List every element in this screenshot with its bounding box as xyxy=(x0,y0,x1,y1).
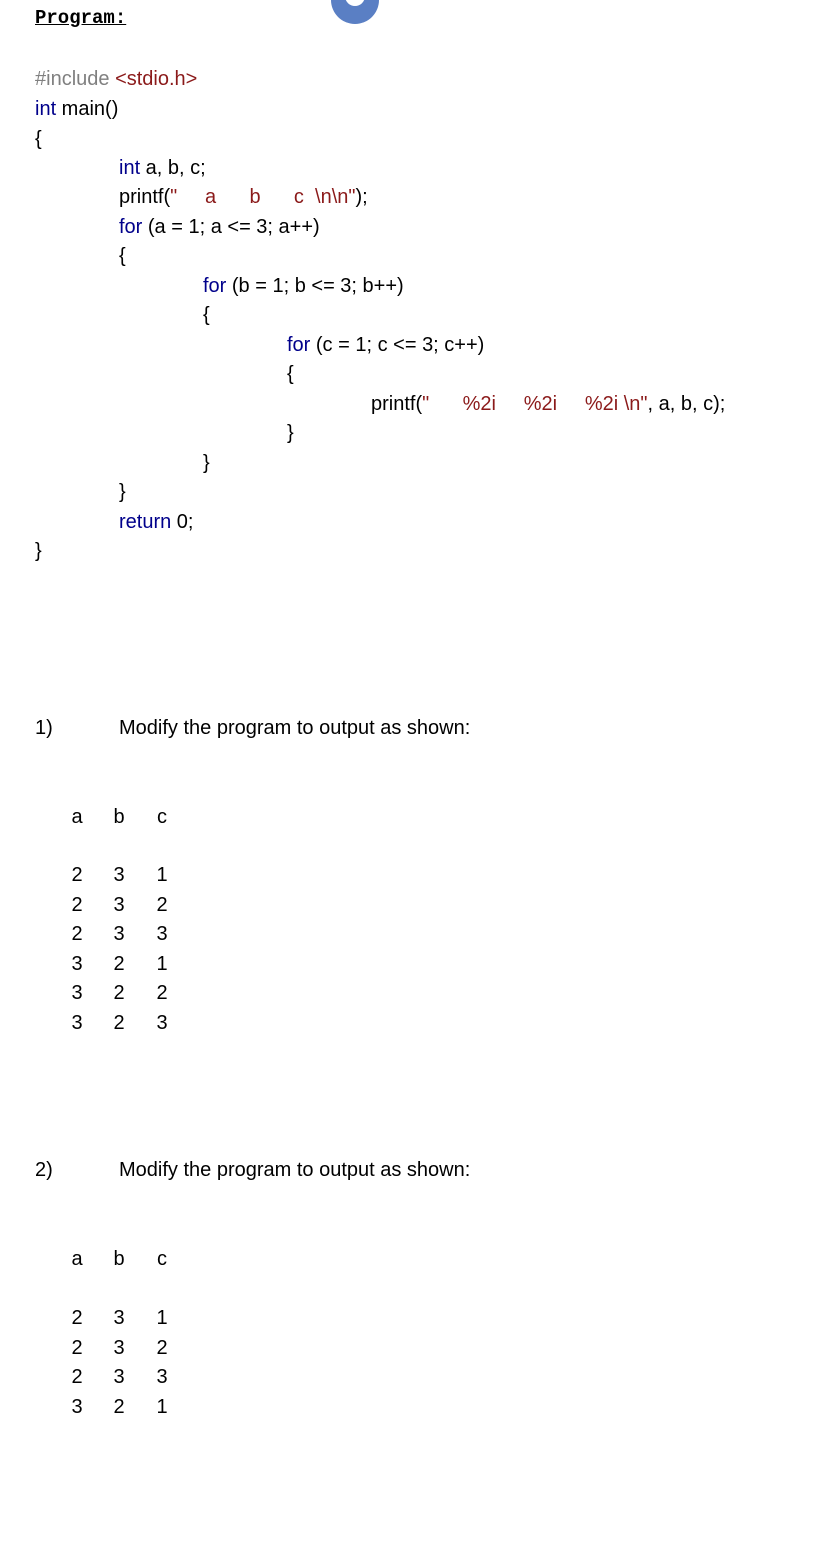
table-cell: 1 xyxy=(156,1307,168,1329)
main-signature: main() xyxy=(56,98,119,120)
table-header-cell: b xyxy=(113,1248,125,1270)
table-cell: 2 xyxy=(71,894,83,916)
table-cell: 1 xyxy=(156,864,168,886)
printf1-tail: ); xyxy=(355,186,368,208)
program-heading: Program: xyxy=(35,7,127,29)
code-line-include xyxy=(35,69,197,89)
include-directive: #include xyxy=(35,68,116,90)
code-line-close-c: } xyxy=(287,422,294,444)
printf2-string: " %2i %2i %2i \n" xyxy=(422,393,648,415)
table-cell: 2 xyxy=(113,982,125,1004)
table-cell: 2 xyxy=(71,1337,83,1359)
table-cell: 3 xyxy=(113,894,125,916)
code-line-close-b: } xyxy=(203,452,210,474)
table-cell: 2 xyxy=(113,1012,125,1034)
return-value: 0; xyxy=(171,511,194,533)
table-cell: 3 xyxy=(113,1366,125,1388)
circle-marker-hole xyxy=(345,0,365,6)
printf1-head: printf( xyxy=(119,186,171,208)
table-cell: 3 xyxy=(71,1012,83,1034)
table-cell: 3 xyxy=(71,1396,83,1418)
code-line-open-c: { xyxy=(287,363,294,385)
table-cell: 2 xyxy=(71,864,83,886)
code-line-for-a xyxy=(119,217,320,237)
printf1-string: " a b c \n\n" xyxy=(170,186,356,208)
for-c-condition: (c = 1; c <= 3; c++) xyxy=(310,334,485,356)
question-number: 2) xyxy=(35,1159,53,1181)
code-line-printf-row xyxy=(371,394,725,414)
keyword-for-a: for xyxy=(119,216,143,238)
keyword-for-b: for xyxy=(203,275,227,297)
code-line-main xyxy=(35,99,118,119)
table-cell: 3 xyxy=(156,923,168,945)
code-line-for-c xyxy=(287,335,484,355)
table-cell: 2 xyxy=(113,1396,125,1418)
table-header-cell: a xyxy=(71,806,83,828)
code-line-close-main: } xyxy=(35,540,42,562)
keyword-return: return xyxy=(119,511,172,533)
table-cell: 2 xyxy=(71,1307,83,1329)
code-line-printf-header xyxy=(119,187,368,207)
declaration-vars: a, b, c; xyxy=(140,157,206,179)
table-cell: 2 xyxy=(71,923,83,945)
table-cell: 2 xyxy=(71,1366,83,1388)
printf2-head: printf( xyxy=(371,393,423,415)
question-text: Modify the program to output as shown: xyxy=(119,717,471,739)
keyword-int-decl: int xyxy=(119,157,141,179)
for-a-condition: (a = 1; a <= 3; a++) xyxy=(142,216,320,238)
code-line-open-a: { xyxy=(119,245,126,267)
keyword-for-c: for xyxy=(287,334,311,356)
table-cell: 2 xyxy=(156,982,168,1004)
circle-marker-icon xyxy=(331,0,379,24)
table-header-cell: c xyxy=(157,806,167,828)
table-cell: 3 xyxy=(113,923,125,945)
for-b-condition: (b = 1; b <= 3; b++) xyxy=(226,275,404,297)
include-file: <stdio.h> xyxy=(115,68,198,90)
question-number: 1) xyxy=(35,717,53,739)
table-cell: 2 xyxy=(156,1337,168,1359)
table-cell: 3 xyxy=(71,982,83,1004)
table-cell: 1 xyxy=(156,1396,168,1418)
printf2-tail: , a, b, c); xyxy=(647,393,726,415)
question-text: Modify the program to output as shown: xyxy=(119,1159,471,1181)
code-line-return xyxy=(119,512,194,532)
code-line-for-b xyxy=(203,276,404,296)
table-cell: 2 xyxy=(113,953,125,975)
code-line-open-b: { xyxy=(203,304,210,326)
code-line-close-a: } xyxy=(119,481,126,503)
table-header-cell: b xyxy=(113,806,125,828)
table-cell: 3 xyxy=(71,953,83,975)
table-cell: 2 xyxy=(156,894,168,916)
table-cell: 1 xyxy=(156,953,168,975)
code-line-declaration xyxy=(119,158,206,178)
table-header-cell: a xyxy=(71,1248,83,1270)
table-cell: 3 xyxy=(113,1307,125,1329)
table-cell: 3 xyxy=(156,1012,168,1034)
table-header-cell: c xyxy=(157,1248,167,1270)
code-line-open-main: { xyxy=(35,128,42,150)
table-cell: 3 xyxy=(113,864,125,886)
table-cell: 3 xyxy=(156,1366,168,1388)
keyword-int: int xyxy=(35,98,57,120)
table-cell: 3 xyxy=(113,1337,125,1359)
